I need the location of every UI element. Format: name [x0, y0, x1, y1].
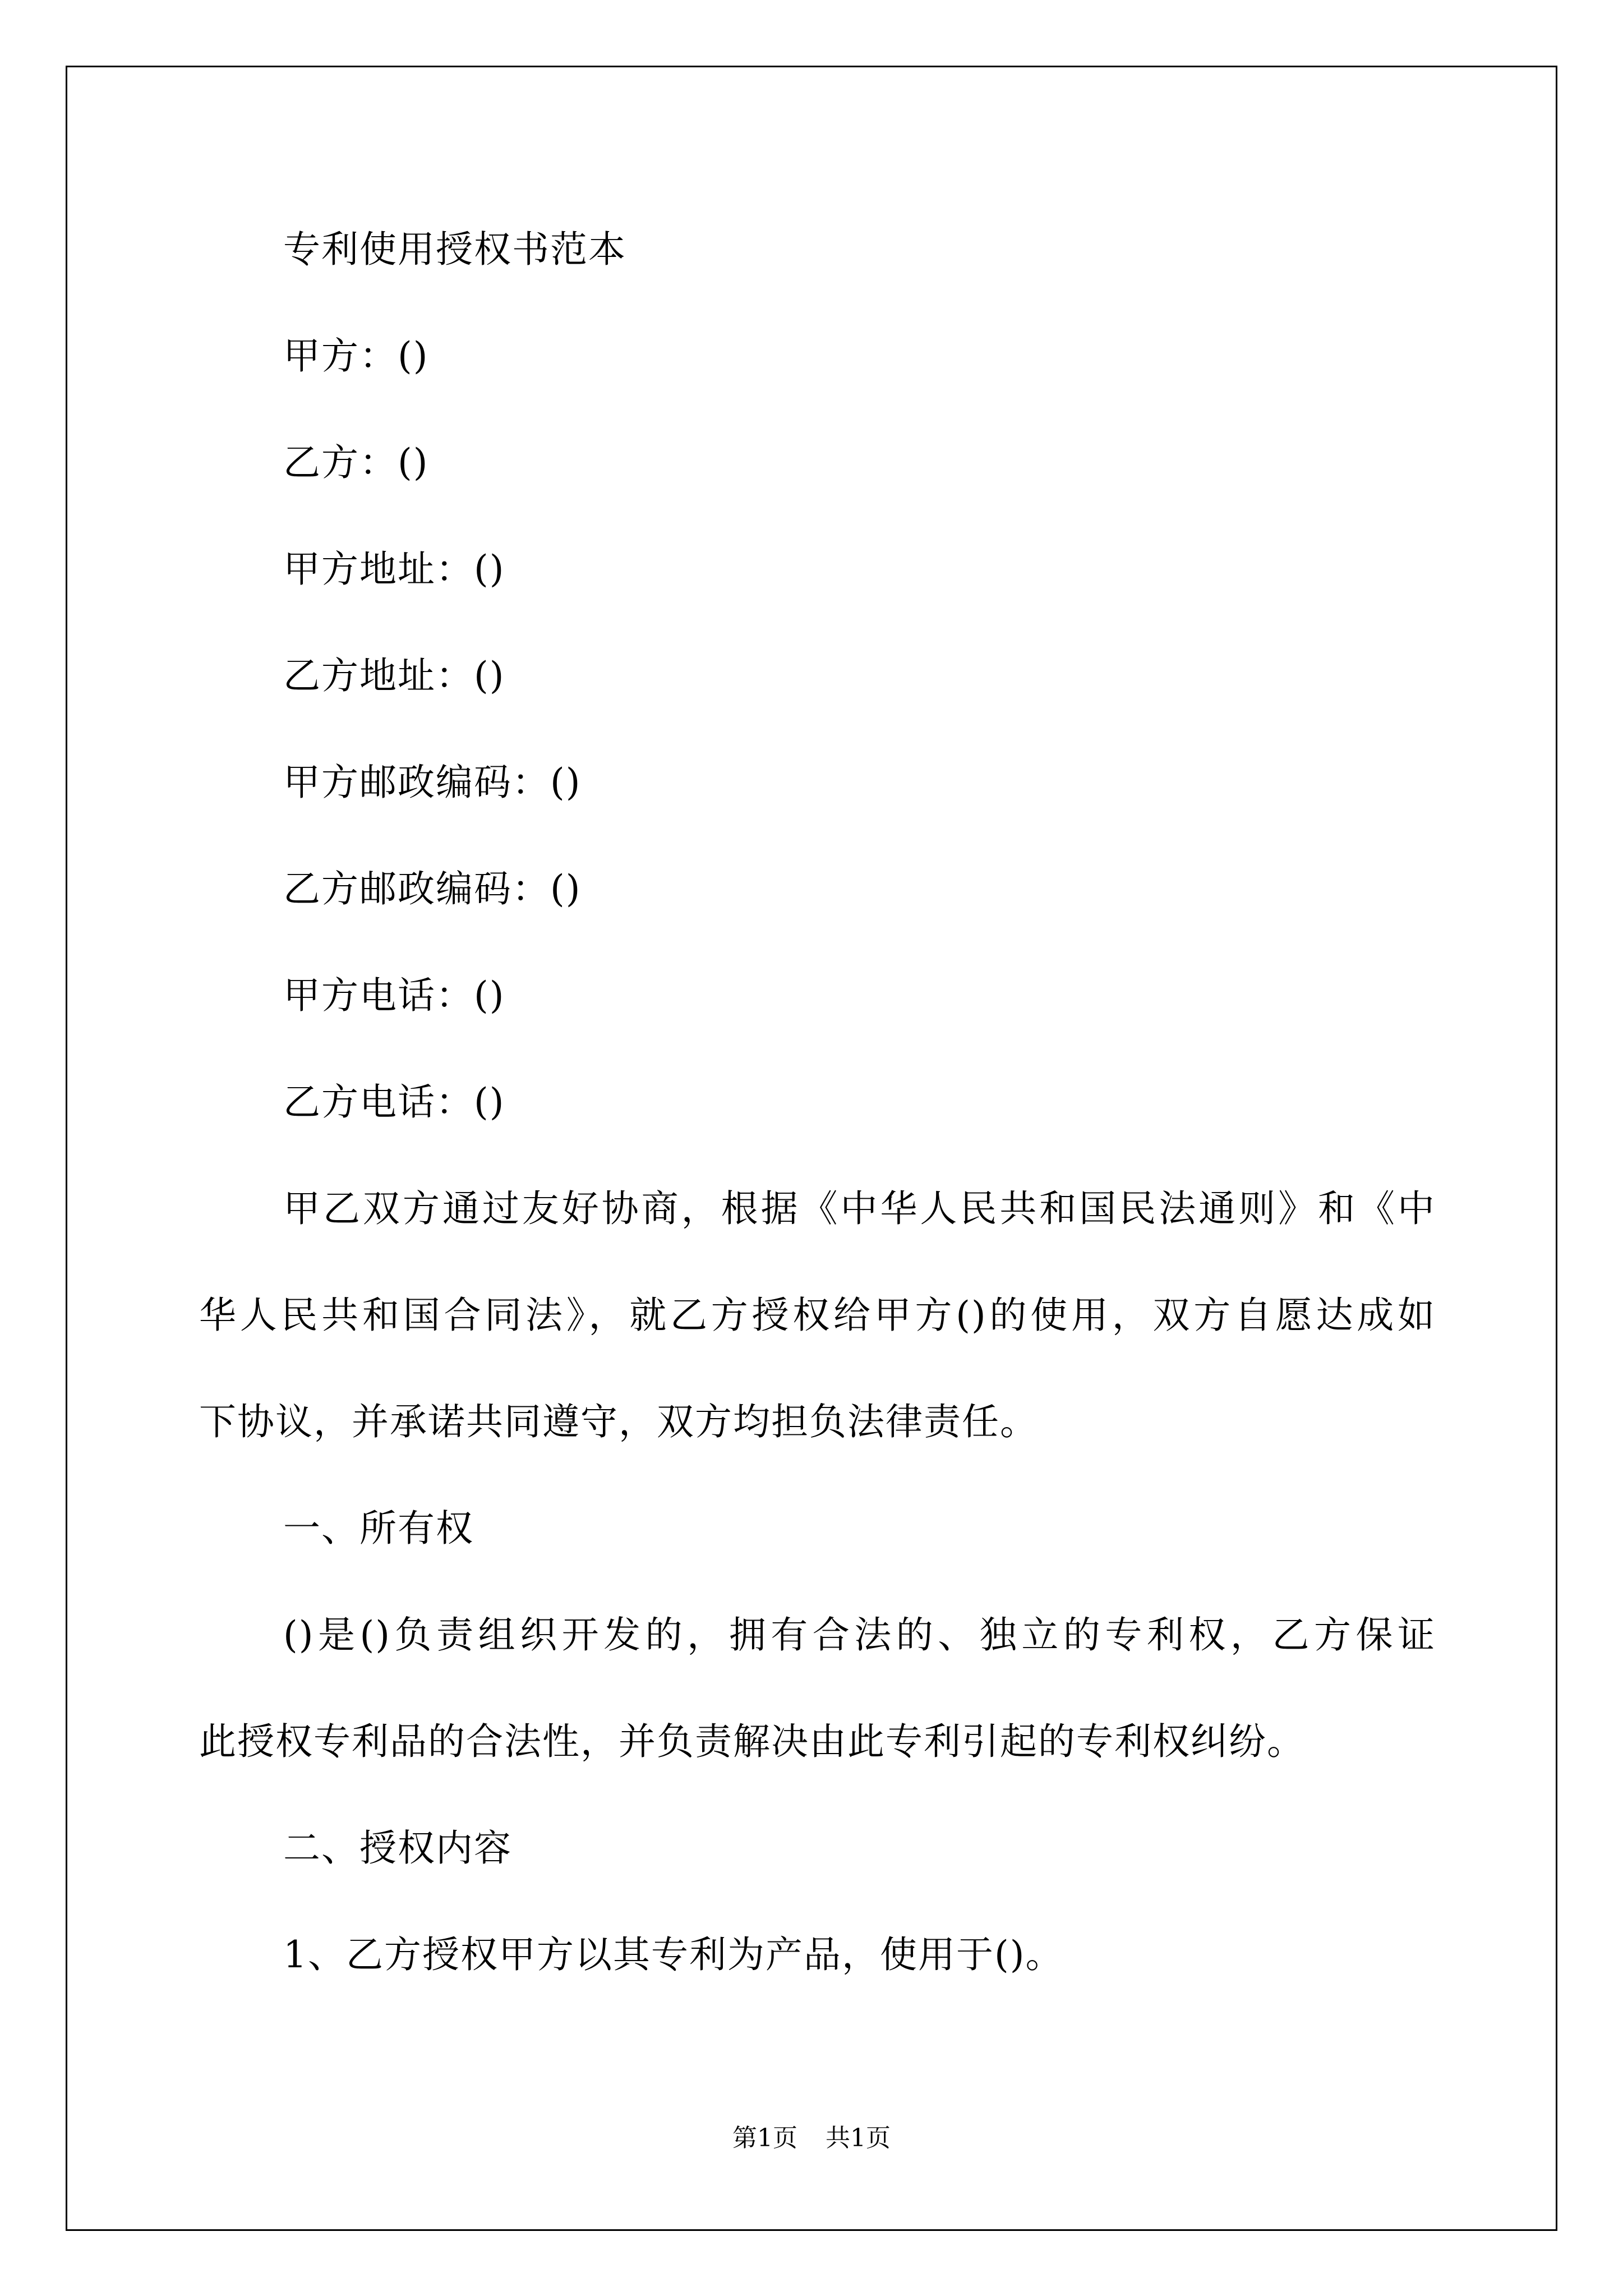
page-border: [66, 66, 1557, 2231]
party-a-postcode: 甲方邮政编码：(): [283, 761, 582, 804]
intro-line-2: 华人民共和国合同法》，就乙方授权给甲方()的使用，双方自愿达成如: [199, 1294, 1436, 1337]
section-1-heading: 一、所有权: [283, 1507, 474, 1550]
intro-line-1: 甲乙双方通过友好协商，根据《中华人民共和国民法通则》和《中: [283, 1187, 1436, 1230]
document-title: 专利使用授权书范本: [283, 228, 626, 271]
section-2-item-1: 1、乙方授权甲方以其专利为产品，使用于()。: [283, 1933, 1064, 1976]
section-1-line-2: 此授权专利品的合法性，并负责解决由此专利引起的专利权纠纷。: [199, 1720, 1305, 1763]
intro-line-3: 下协议，并承诺共同遵守，双方均担负法律责任。: [199, 1400, 1038, 1443]
section-2-heading: 二、授权内容: [283, 1826, 512, 1870]
party-a-address: 甲方地址：(): [283, 547, 505, 591]
party-b-postcode: 乙方邮政编码：(): [283, 867, 582, 910]
party-b-address: 乙方地址：(): [283, 654, 505, 697]
party-b-name: 乙方：(): [283, 441, 429, 484]
page-number: 第1页: [732, 2124, 797, 2152]
party-a-name: 甲方：(): [283, 334, 429, 378]
party-b-phone: 乙方电话：(): [283, 1080, 505, 1124]
page-footer: [0, 2126, 1623, 2151]
party-a-phone: 甲方电话：(): [283, 974, 505, 1017]
page-total: 共1页: [826, 2124, 891, 2152]
section-1-line-1: ()是()负责组织开发的，拥有合法的、独立的专利权，乙方保证: [283, 1613, 1436, 1657]
